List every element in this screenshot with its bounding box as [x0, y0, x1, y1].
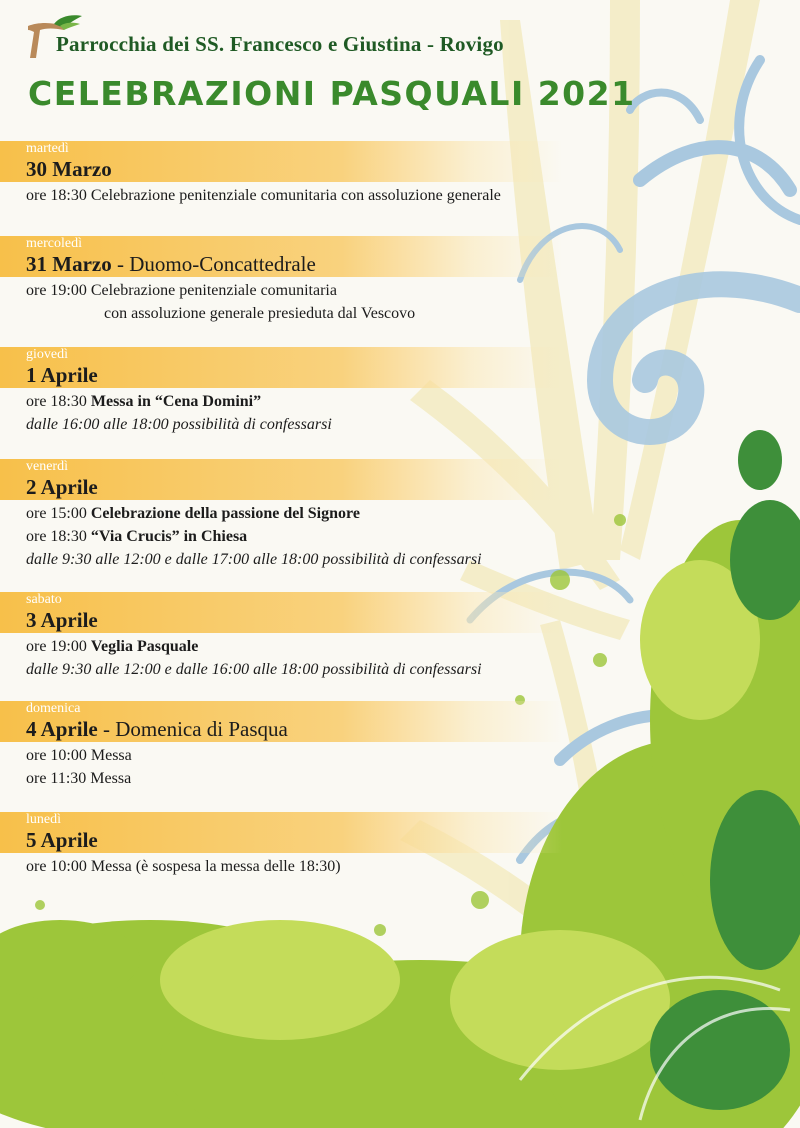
schedule-text: Messa	[90, 747, 132, 764]
day-of-week: mercoledì	[26, 236, 82, 251]
schedule-line	[26, 767, 760, 790]
day-header-band	[0, 459, 760, 500]
schedule-text: Messa	[90, 770, 132, 787]
day-header-band	[0, 701, 760, 742]
schedule-time: ore 19:00	[26, 638, 87, 655]
day-date: 1 Aprile	[26, 363, 98, 387]
page-title: CELEBRAZIONI PASQUALI 2021	[28, 74, 636, 113]
day-date-line	[26, 607, 98, 633]
schedule-time: ore 18:30	[26, 187, 87, 204]
day-date-line	[26, 474, 98, 500]
day-entry	[0, 592, 760, 681]
schedule-line	[26, 855, 760, 878]
schedule-line	[26, 302, 760, 325]
day-of-week: lunedì	[26, 812, 61, 827]
day-date: 31 Marzo	[26, 252, 112, 276]
schedule-line	[26, 413, 760, 436]
day-of-week: sabato	[26, 592, 62, 607]
schedule-text: “Via Crucis” in Chiesa	[90, 528, 248, 545]
schedule-line	[26, 502, 760, 525]
day-subtitle: - Domenica di Pasqua	[97, 717, 288, 741]
schedule-line	[26, 184, 760, 207]
day-of-week: martedì	[26, 141, 69, 156]
schedule-line	[26, 744, 760, 767]
day-date-line	[26, 827, 98, 853]
day-date: 4 Aprile	[26, 717, 98, 741]
schedule-time: ore 10:00	[26, 747, 87, 764]
day-date-line	[26, 251, 316, 277]
day-date-line	[26, 716, 288, 742]
day-header-band	[0, 236, 760, 277]
schedule-line	[26, 548, 760, 571]
schedule-text: con assoluzione generale presieduta dal Vescovo	[104, 305, 416, 322]
schedule-line	[26, 390, 760, 413]
day-entry	[0, 141, 760, 207]
schedule-text: Celebrazione della passione del Signore	[90, 505, 360, 522]
day-date-line	[26, 156, 112, 182]
day-header-band	[0, 812, 760, 853]
day-entry	[0, 459, 760, 571]
day-of-week: domenica	[26, 701, 81, 716]
day-header-band	[0, 141, 760, 182]
day-date: 3 Aprile	[26, 608, 98, 632]
schedule-line	[26, 635, 760, 658]
schedule-text: Celebrazione penitenziale comunitaria	[90, 282, 337, 299]
day-of-week: venerdì	[26, 459, 68, 474]
schedule-time: ore 10:00	[26, 858, 87, 875]
day-header-band	[0, 592, 760, 633]
schedule-time: ore 19:00	[26, 282, 87, 299]
confession-note: dalle 16:00 alle 18:00 possibilità di confessarsi	[26, 416, 332, 433]
schedule-time: ore 11:30	[26, 770, 87, 787]
day-subtitle: - Duomo-Concattedrale	[111, 252, 316, 276]
schedule-line	[26, 658, 760, 681]
day-entry	[0, 236, 760, 325]
day-date: 30 Marzo	[26, 157, 112, 181]
schedule-text: Messa (è sospesa la messa delle 18:30)	[90, 858, 341, 875]
schedule-time: ore 15:00	[26, 505, 87, 522]
schedule-text: Veglia Pasquale	[90, 638, 199, 655]
confession-note: dalle 9:30 alle 12:00 e dalle 16:00 alle 18:00 possibilità di confessarsi	[26, 661, 482, 678]
schedule-line	[26, 525, 760, 548]
day-of-week: giovedì	[26, 347, 68, 362]
day-entry	[0, 347, 760, 436]
day-date-line	[26, 362, 98, 388]
day-entry	[0, 812, 760, 878]
confession-note: dalle 9:30 alle 12:00 e dalle 17:00 alle 18:00 possibilità di confessarsi	[26, 551, 482, 568]
schedule-text: Celebrazione penitenziale comunitaria con assoluzione generale	[90, 187, 501, 204]
schedule-time: ore 18:30	[26, 393, 87, 410]
day-date: 5 Aprile	[26, 828, 98, 852]
day-header-band	[0, 347, 760, 388]
parish-name: Parrocchia dei SS. Francesco e Giustina - Rovigo	[56, 32, 504, 56]
day-date: 2 Aprile	[26, 475, 98, 499]
schedule-line	[26, 279, 760, 302]
schedule-time: ore 18:30	[26, 528, 87, 545]
day-entry	[0, 701, 760, 790]
schedule-text: Messa in “Cena Domini”	[90, 393, 262, 410]
